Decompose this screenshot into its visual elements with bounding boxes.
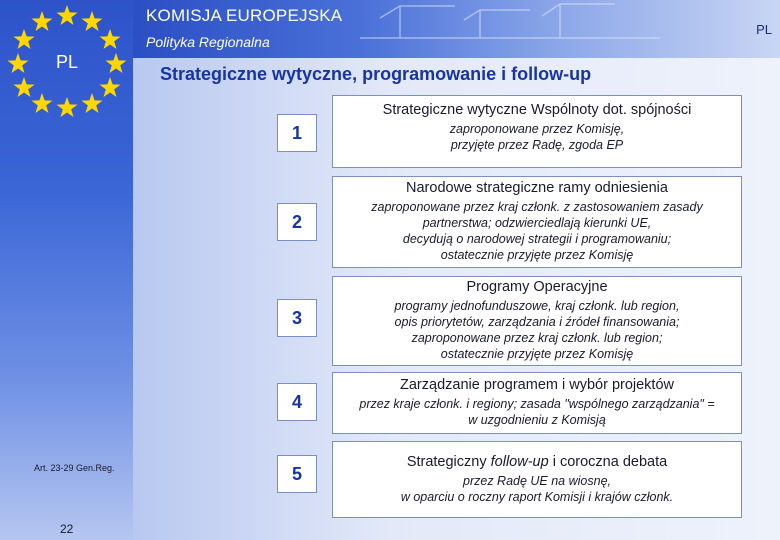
step-number-4: 4	[277, 383, 317, 421]
organization-subtitle: Polityka Regionalna	[146, 34, 270, 50]
step-description: przez Radę UE na wiosnę, w oparciu o roczny raport Komisji i krajów członk.	[400, 474, 674, 504]
step-description: przez kraje członk. i regiony; zasada "wspólnego zarządzania" = w uzgodnieniu z Komisją	[359, 397, 715, 427]
step-box-3	[332, 276, 742, 366]
step-number-5: 5	[277, 455, 317, 493]
organization-title: KOMISJA EUROPEJSKA	[146, 6, 343, 25]
step-title: Zarządzanie programem i wybór projektów	[400, 377, 674, 393]
step-title: Programy Operacyjne	[466, 279, 608, 295]
step-title-part: i coroczna debata	[548, 454, 668, 470]
step-title	[333, 454, 741, 470]
article-reference: Art. 23-29 Gen.Reg.	[34, 463, 115, 473]
step-title-part: Strategiczny	[406, 454, 491, 470]
sidebar-lang-code: PL	[56, 52, 79, 72]
step-number-3: 3	[277, 299, 317, 337]
step-description: zaproponowane przez kraj członk. z zastosowaniem zasady partnerstwa; odzwierciedlają kierunki UE, decydują o narodowej strategii i programowaniu; ostatecznie przyjęte przez Komisję	[371, 200, 703, 262]
step-description: zaproponowane przez Komisję, przyjęte przez Radę, zgoda EP	[449, 122, 625, 152]
harbor-cranes-image	[360, 0, 660, 40]
page-number: 22	[60, 522, 74, 536]
page-title: Strategiczne wytyczne, programowanie i follow-up	[160, 64, 592, 84]
step-title-emphasis: follow-up	[490, 454, 549, 470]
step-box-1	[332, 95, 742, 168]
step-box-5	[332, 441, 742, 518]
step-box-2	[332, 176, 742, 268]
step-title: Narodowe strategiczne ramy odniesienia	[406, 180, 668, 196]
step-box-4	[332, 372, 742, 434]
step-title: Strategiczne wytyczne Wspólnoty dot. spójności	[382, 102, 692, 118]
step-number-1: 1	[277, 114, 317, 152]
step-description: programy jednofunduszowe, kraj członk. lub region, opis priorytetów, zarządzania i źródeł finansowania; zaproponowane przez kraj członk. lub region; ostatecznie przyjęte przez Komisję	[394, 299, 680, 361]
language-code: PL	[756, 22, 772, 37]
step-number-2: 2	[277, 203, 317, 241]
